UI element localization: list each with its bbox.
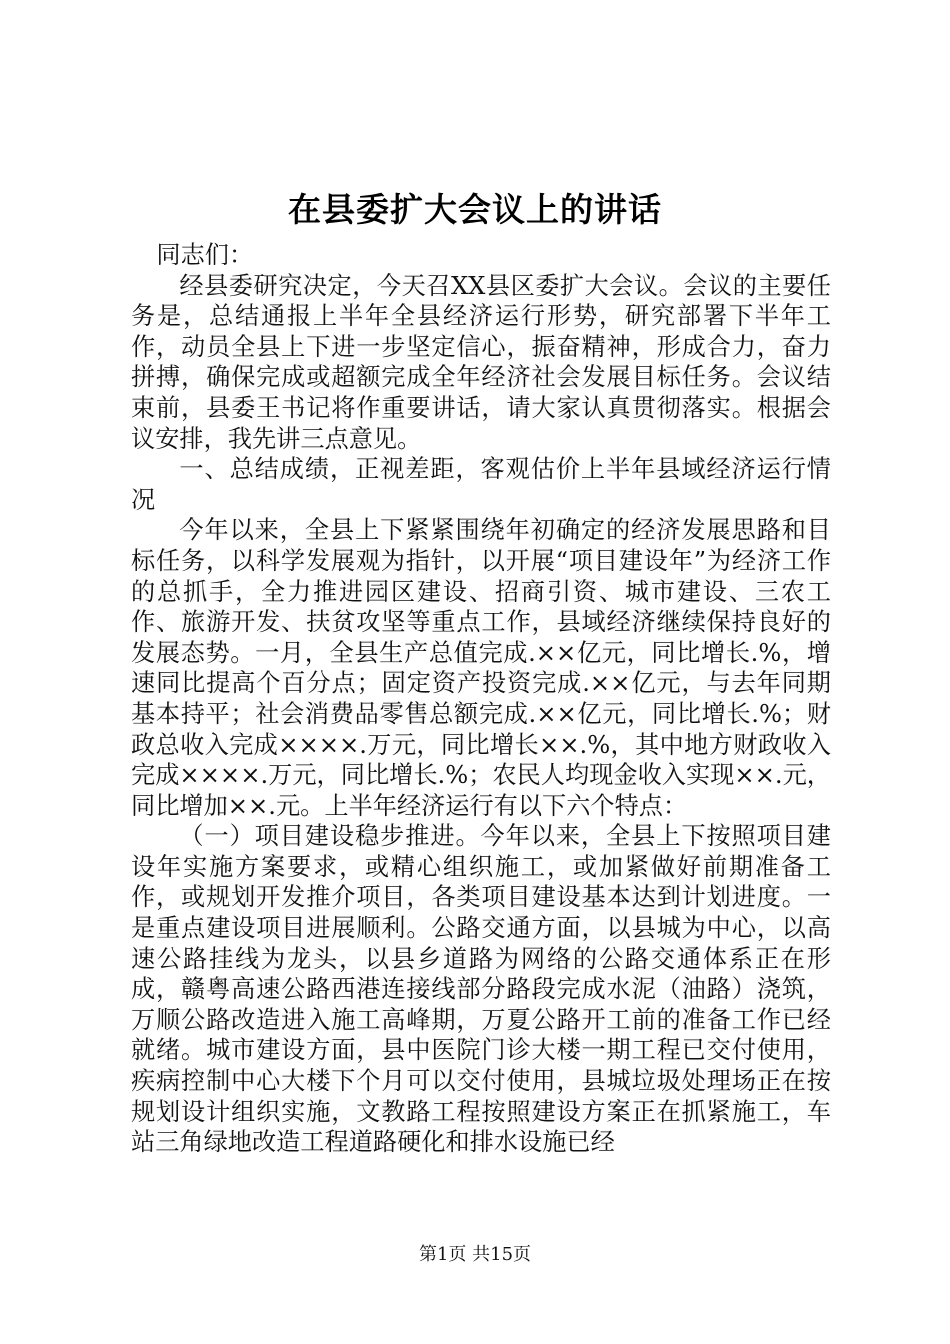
page-number-footer: 第1页 共15页	[418, 1244, 532, 1265]
salutation: 同志们：	[156, 241, 254, 269]
paragraph-overview: 今年以来，全县上下紧紧围绕年初确定的经济发展思路和目标任务，以科学发展观为指针，以开展“项目建设年”为经济工作的总抓手，全力推进园区建设、招商引资、城市建设、三农工作、旅游开发、扶贫攻坚等重点工作，县域经济继续保持良好的发展态势。一月，全县生产总值完成.××亿元，同比增长.%，增速同比提高个百分点；固定资产投资完成.××亿元，与去年同期基本持平；社会消费品零售总额完成.××亿元，同比增长.%；财政总收入完成××××.万元，同比增长××.%，其中地方财政收入完成××××.万元，同比增长.%；农民人均现金收入实现××.元，同比增加××.元。上半年经济运行有以下六个特点：	[131, 516, 831, 820]
document-title: 在县委扩大会议上的讲话	[288, 190, 662, 229]
paragraph-project-construction: （一）项目建设稳步推进。今年以来，全县上下按照项目建设年实施方案要求，或精心组织施工，或加紧做好前期准备工作，或规划开发推介项目，各类项目建设基本达到计划进度。一是重点建设项目进展顺利。公路交通方面，以县城为中心，以高速公路挂线为龙头，以县乡道路为网络的公路交通体系正在形成，赣粤高速公路西港连接线部分路段完成水泥（油路）浇筑，万顺公路改造进入施工高峰期，万夏公路开工前的准备工作已经就绪。城市建设方面，县中医院门诊大楼一期工程已交付使用，疾病控制中心大楼下个月可以交付使用，县城垃圾处理场正在按规划设计组织实施，文教路工程按照建设方案正在抓紧施工，车站三角绿地改造工程道路硬化和排水设施已经	[131, 822, 831, 1157]
paragraph-intro: 经县委研究决定，今天召XX县区委扩大会议。会议的主要任务是，总结通报上半年全县经济运行形势，研究部署下半年工作，动员全县上下进一步坚定信心，振奋精神，形成合力，奋力拼搏，确保完成或超额完成全年经济社会发展目标任务。会议结束前，县委王书记将作重要讲话，请大家认真贯彻落实。根据会议安排，我先讲三点意见。	[131, 271, 831, 453]
document-body	[131, 240, 831, 1158]
section-heading-1: 一、总结成绩，正视差距，客观估价上半年县域经济运行情况	[131, 455, 831, 514]
